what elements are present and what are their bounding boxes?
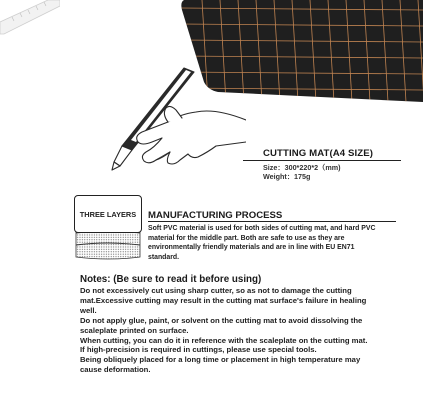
ruler-illustration	[0, 0, 60, 40]
manufacturing-description: Soft PVC material is used for both sides of cutting mat, and hard PVC material for the middle part. Both are safe to use as they are environmentally friendly materials and are in line with EU EN71 standard.	[148, 225, 376, 261]
product-title: CUTTING MAT(A4 SIZE)	[263, 148, 374, 159]
note-item: Being obliquely placed for a long time or placement in high temperature may cause deformation.	[80, 355, 361, 375]
three-layers-label: THREE LAYERS	[79, 210, 137, 219]
manufacturing-underline	[148, 221, 396, 222]
layers-diagram	[74, 195, 142, 260]
note-item: When cutting, you can do it in reference with the scaleplate on the cutting mat.	[80, 335, 368, 345]
hand-holding-cutter-icon	[96, 62, 246, 174]
note-item: Do not apply glue, paint, or solvent on the cutting mat to avoid dissolving the scaleplate printed on surface.	[80, 315, 363, 335]
product-weight: Weight：175g	[263, 172, 311, 181]
manufacturing-title: MANUFACTURING PROCESS	[148, 210, 283, 221]
three-layers-badge	[74, 195, 142, 233]
product-size: Size：300*220*2（mm)	[263, 163, 341, 172]
notes-title: Notes: (Be sure to read it before using)	[80, 274, 262, 285]
note-item: Do not excessively cut using sharp cutter, so as not to damage the cutting mat.Excessive cutting may result in the cutting mat surface's failure in healing well.	[80, 286, 367, 315]
notes-list	[80, 286, 380, 375]
note-item: If high-precision is required in cuttings, please use special tools.	[80, 345, 317, 355]
title-underline	[243, 160, 401, 161]
